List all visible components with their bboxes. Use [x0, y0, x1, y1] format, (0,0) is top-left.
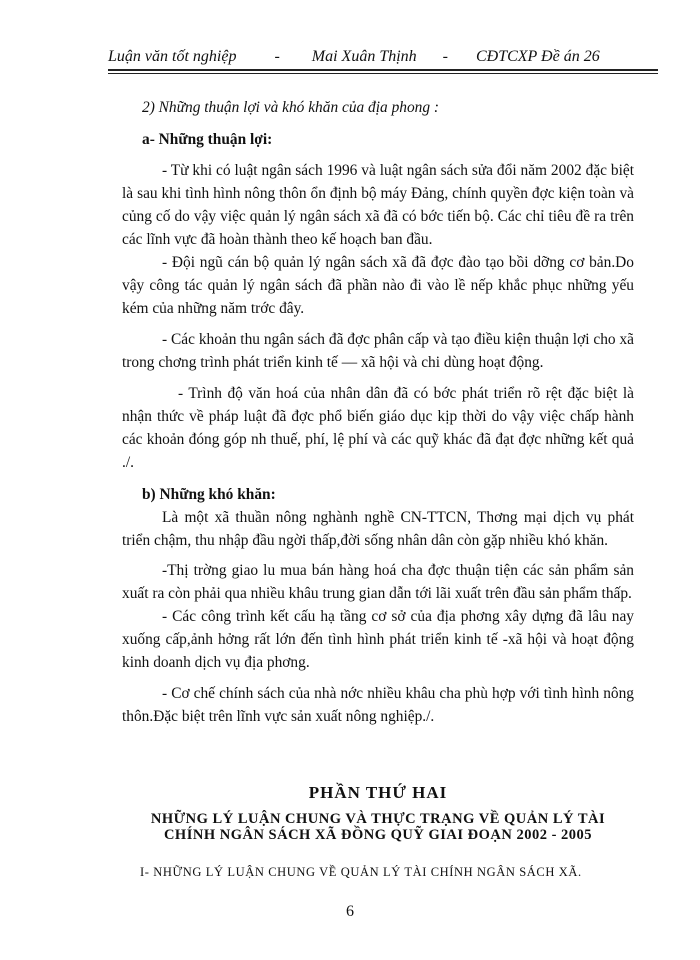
- paragraph: - Các khoản thu ngân sách đã đợc phân cấp và tạo điều kiện thuận lợi cho xã trong chơng trình phát triển kinh tế — xã hội và chi dùng hoạt động.: [122, 331, 634, 371]
- section-heading: 2) Những thuận lợi và khó khăn của địa phong :: [142, 99, 440, 116]
- paragraph: - Các công trình kết cấu hạ tầng cơ sở của địa phơng xây dựng đã lâu nay xuống cấp,ảnh hởng rất lớn đến tình hình phát triển kinh tế -xã hội và hoạt động kinh doanh dịch vụ địa phơng.: [122, 608, 634, 671]
- page-number: 6: [346, 903, 354, 920]
- paragraph: - Từ khi có luật ngân sách 1996 và luật ngân sách sửa đổi năm 2002 đặc biệt là sau khi tình hình nông thôn ổn định bộ máy Đảng, chính quyền đợc kiện toàn và củng cố do vậy việc quản lý ngân sách xã đã có bớc tiến bộ. Các chỉ tiêu đề ra trên các lĩnh vực đã hoàn thành theo kế hoạch ban đầu.: [122, 162, 634, 248]
- paragraph: - Trình độ văn hoá của nhân dân đã có bớc phát triển rõ rệt đặc biệt là nhận thức về pháp luật đã đợc phổ biến giáo dục kịp thời do vậy việc chấp hành các khoản đóng góp nh thuế, phí, lệ phí và các quỹ khác đã đạt đợc những kết quả ./.: [122, 385, 634, 471]
- header-course-label: CĐTCXP Đề án 26: [475, 48, 600, 65]
- subsection-heading: a- Những thuận lợi:: [142, 131, 273, 148]
- subsection-heading: b) Những khó khăn:: [142, 486, 276, 503]
- paragraph: - Đội ngũ cán bộ quản lý ngân sách xã đã đợc đào tạo bồi dỡng cơ bản.Do vậy công tác quản lý ngân sách đã phần nào đi vào lề nếp khắc phục những yếu kém của những năm trớc đây.: [122, 254, 634, 317]
- header-rule: [108, 69, 658, 74]
- page-header: [108, 42, 658, 66]
- part-title: PHẦN THỨ HAI: [308, 783, 448, 802]
- part-subtitle-line-1: NHỮNG LÝ LUẬN CHUNG VÀ THỰC TRẠNG VỀ QUẢN LÝ TÀI: [150, 811, 606, 827]
- header-separator: -: [274, 48, 280, 65]
- paragraph: Là một xã thuần nông nghành nghề CN-TTCN, Thơng mại dịch vụ phát triển chậm, thu nhập đầu ngời thấp,đời sống nhân dân còn gặp nhiều khó khăn.: [122, 509, 634, 549]
- paragraph: -Thị trờng giao lu mua bán hàng hoá cha đợc thuận tiện các sản phẩm sản xuất ra còn phải qua nhiều khâu trung gian dẫn tới lãi xuất trên đầu sản phẩm thấp.: [122, 562, 634, 602]
- header-separator: -: [442, 48, 448, 65]
- chapter-section-title: I- NHỮNG LÝ LUẬN CHUNG VỀ QUẢN LÝ TÀI CHÍNH NGÂN SÁCH XÃ.: [140, 865, 582, 879]
- header-author: Mai Xuân Thịnh: [311, 48, 417, 65]
- header-thesis-label: Luận văn tốt nghiệp: [108, 48, 237, 65]
- paragraph: - Cơ chế chính sách của nhà nớc nhiều khâu cha phù hợp với tình hình nông thôn.Đặc biệt trên lĩnh vực sản xuất nông nghiệp./.: [122, 685, 634, 725]
- part-subtitle-line-2: CHÍNH NGÂN SÁCH XÃ ĐỒNG QUỸ GIAI ĐOẠN 2002 - 2005: [163, 827, 593, 843]
- document-body: [122, 96, 634, 884]
